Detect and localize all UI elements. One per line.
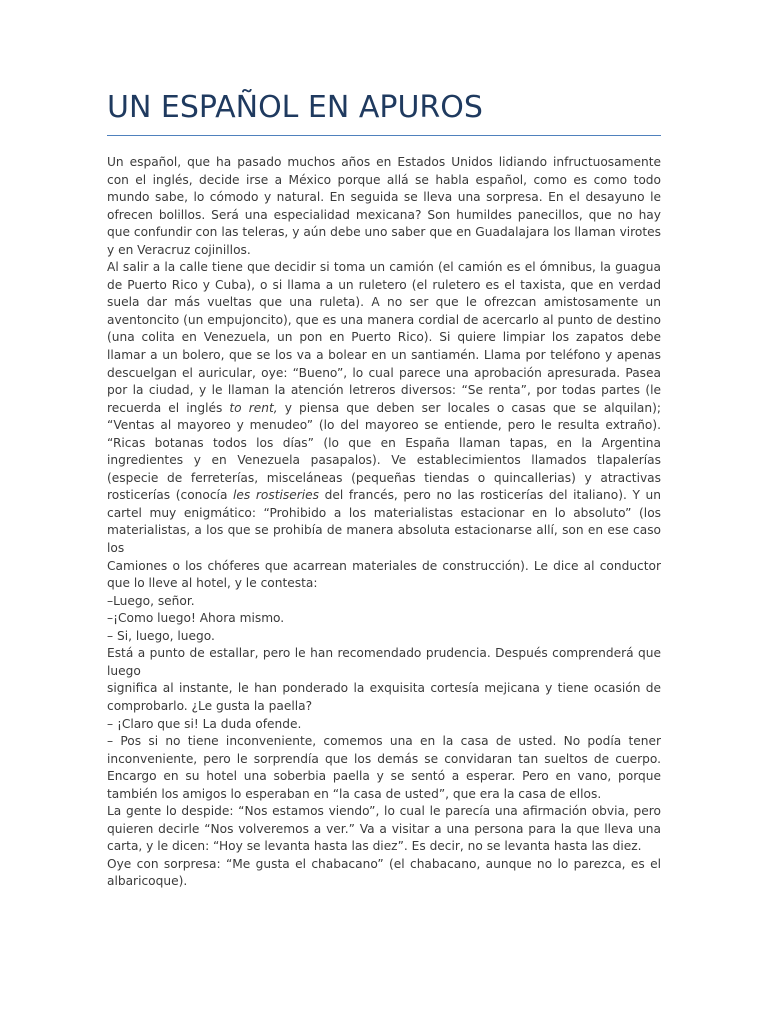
paragraph-2-text-a: Al salir a la calle tiene que decidir si toma un camión (el camión es el ómnibus, la guagua de Puerto Rico y Cuba), o si llama a un ruletero (el ruletero es el taxista, que en verdad suela dar más vueltas que una ruleta). A no ser que le ofrezcan amistosamente un aventoncito (un empujoncito), que es una manera cordial de acercarlo al punto de destino (una colita en Venezuela, un pon en Puerto Rico). Si quiere limpiar los zapatos debe llamar a un bolero, que se los va a bolear en un santiamén. Llama por teléfono y apenas descuelgan el auricular, oye: “Bueno”, lo cual parece una aprobación apresurada. Pasea por la ciudad, y le llaman la atención letreros diversos: “Se renta”, por todas partes (le recuerda el inglés: [107, 260, 661, 415]
paragraph-8: Oye con sorpresa: “Me gusta el chabacano” (el chabacano, aunque no lo parezca, es el albaricoque).: [107, 856, 661, 889]
paragraph-6: – Pos si no tiene inconveniente, comemos una en la casa de usted. No podía tener inconveniente, pero le sorprendía que los demás se convidaran tan sueltos de cuerpo. Encargo en su hotel una soberbia paella y se sentó a esperar. Pero en vano, porque también los amigos lo esperaban en “la casa de usted”, que era la casa de ellos.: [107, 734, 661, 801]
paragraph-2-italic-to-rent: to rent,: [229, 400, 278, 415]
paragraph-7: La gente lo despide: “Nos estamos viendo”, lo cual le parecía una afirmación obvia, pero quieren decirle “Nos volveremos a ver.” Va a visitar a una persona para la que lleva una carta, y le dicen: “Hoy se levanta hasta las diez”. Es decir, no se levanta hasta las diez.: [107, 804, 661, 854]
document-title: UN ESPAÑOL EN APUROS: [107, 90, 483, 125]
paragraph-2-italic-rostiseries: les rostiseries: [233, 488, 319, 503]
dialogue-line-2: –¡Como luego! Ahora mismo.: [107, 611, 285, 626]
paragraph-3: Camiones o los chóferes que acarrean materiales de construcción). Le dice al conductor que lo lleve al hotel, y le contesta:: [107, 558, 661, 591]
dialogue-line-4: – ¡Claro que si! La duda ofende.: [107, 716, 302, 731]
title-underline-divider: [107, 135, 661, 136]
paragraph-5: significa al instante, le han ponderado la exquisita cortesía mejicana y tiene ocasión de comprobarlo. ¿Le gusta la paella?: [107, 681, 661, 713]
document-page: [107, 88, 661, 891]
dialogue-line-3: – Si, luego, luego.: [107, 628, 215, 643]
document-body: [107, 154, 661, 891]
paragraph-2: [107, 259, 661, 557]
paragraph-2-text-b: y piensa que deben ser locales o casas que se alquilan); “Ventas al mayoreo y menudeo” (lo del mayoreo se entiende, pero le resulta extraño). “Ricas botanas todos los días” (lo que en España llaman tapas, en la Argentina ingredientes y en Venezuela pasapalos). Ve establecimientos llamados tlapalerías (especie de ferreterías, misceláneas (pequeñas tiendas o quincallerias) y atractivas rosticerías (conocía: [107, 400, 661, 503]
paragraph-1: Un español, que ha pasado muchos años en Estados Unidos lidiando infructuosamente con el inglés, decide irse a México porque allá se habla español, como es como todo mundo sabe, lo cómodo y natural. En seguida se lleva una sorpresa. En el desayuno le ofrecen bolillos. Será una especialidad mexicana? Son humildes panecillos, que no hay que confundir con las teleras, y aún debe uno saber que en Guadalajara los llaman virotes y en Veracruz cojinillos.: [107, 155, 661, 257]
paragraph-4: Está a punto de estallar, pero le han recomendado prudencia. Después comprenderá que luego: [107, 646, 661, 678]
dialogue-line-1: –Luego, señor.: [107, 593, 195, 608]
paragraph-2-text-c: del francés, pero no las rosticerías del italiano). Y un cartel muy enigmático: “Prohibido a los materialistas estacionar en lo absoluto” (los materialistas, a los que se prohibía de manera absoluta estacionarse allí, son en ese caso los: [107, 488, 662, 556]
